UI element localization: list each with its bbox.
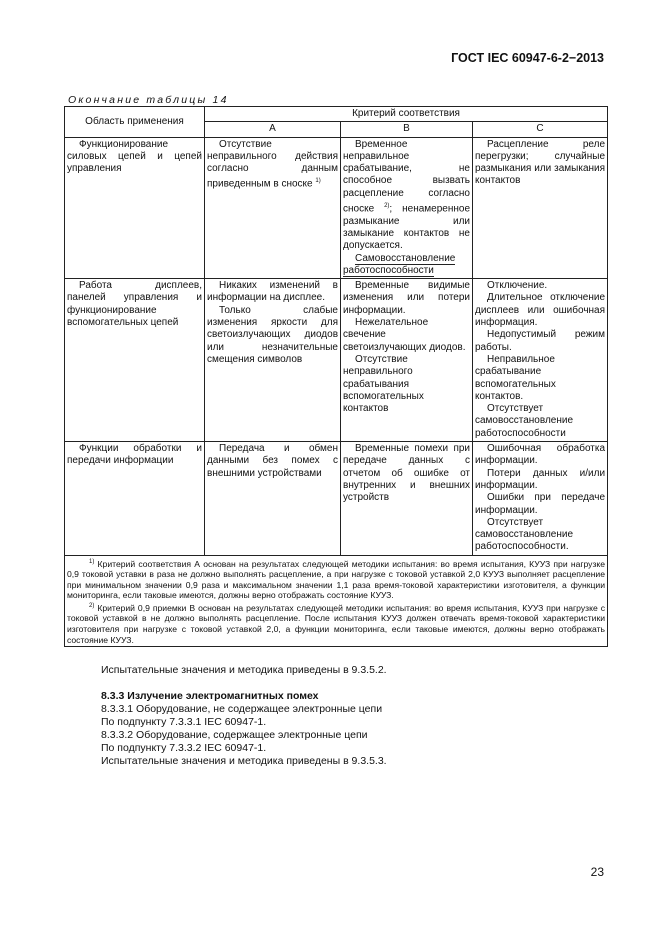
body-text-line: По подпункту 7.3.3.1 IEC 60947-1. xyxy=(101,716,267,728)
cell-b: Временные видимые изменения или потери информации. Нежелательное свечение светоизлучающих диодов. Отсутствие неправильного срабатывания вспомогательных контактов xyxy=(341,279,473,442)
header-b: B xyxy=(341,122,473,137)
cell-area: Функционирование силовых цепей и цепей управления xyxy=(65,137,205,279)
header-c: C xyxy=(473,122,608,137)
footnote-2: $^{2)}$ Критерий 0,9 приемки В основан на результатах следующей методики испытания: во время испытания, КУУЗ при нагрузке с токовой уставкой в не должно выполнять расцепление. После испытания КУУЗ должен отвечать время-токовой характеристики изготовителя при нагрузке с токовой уставкой 2,0, а функции мониторинга, если таковые имеются, должны верно отображать состояние КУУЗ. xyxy=(67,602,606,645)
header-a: A xyxy=(205,122,341,137)
table-header-row xyxy=(65,107,608,122)
body-text-line: Испытательные значения и методика приведены в 9.3.5.2. xyxy=(101,664,387,676)
section-title: 8.3.3 Излучение электромагнитных помех xyxy=(101,690,319,702)
criteria-table xyxy=(64,106,608,647)
table-caption: Окончание таблицы 14 xyxy=(68,94,229,106)
footnote-1: $^{1)}$ Критерий соответствия А основан на результатах следующей методики испытания: во время испытания, КУУЗ при нагрузке 0,9 токовой уставки в раза не должно выполнять расцепление, а при нагрузке с токовой уставкой 2,0 КУУЗ выполняет расцепление при минимальном значении 0,9 раза и максимальном значении 1,1 раза время-токовой характеристики изготовителя, а функции мониторинга, если таковые имеются, должны верно отображать состояние КУУЗ. xyxy=(67,558,606,601)
table-notes xyxy=(65,555,608,646)
header-area: Область применения xyxy=(65,107,205,138)
cell-a: Передача и обмен данными без помех с внешними устройствами xyxy=(205,442,341,556)
page-number: 23 xyxy=(590,865,604,879)
cell-area: Функции обработки и передачи информации xyxy=(65,442,205,556)
body-text-line: 8.3.3.1 Оборудование, не содержащее электронные цепи xyxy=(101,703,383,715)
cell-area: Работа дисплеев, панелей управления и функционирование вспомогательных цепей xyxy=(65,279,205,442)
table-row xyxy=(65,442,608,556)
cell-b: Временные помехи при передаче данных с отчетом об ошибке от внутренних и внешних устройств xyxy=(341,442,473,556)
cell-b: Временное неправильное срабатывание, не способное вызвать расцепление согласно сноске $^{2)}$; ненамеренное размыкание или замыкание контактов не допускается. Самовосстановление работоспособности xyxy=(341,137,473,279)
table-row xyxy=(65,279,608,442)
cell-a: Никаких изменений в информации на дисплее. Только слабые изменения яркости для светоизлучающих диодов или незначительные смещения символов xyxy=(205,279,341,442)
body-text-line: По подпункту 7.3.3.2 IEC 60947-1. xyxy=(101,742,267,754)
body-text-line: 8.3.3.2 Оборудование, содержащее электронные цепи xyxy=(101,729,368,741)
cell-a: Отсутствие неправильного действия согласно данным приведенным в сноске $^{1)}$ xyxy=(205,137,341,279)
table-notes-row xyxy=(65,555,608,646)
header-criteria: Критерий соответствия xyxy=(205,107,608,122)
body-text-line: Испытательные значения и методика приведены в 9.3.5.3. xyxy=(101,755,387,767)
document-header: ГОСТ IEC 60947-6-2−2013 xyxy=(451,51,604,65)
cell-c: Отключение. Длительное отключение дисплеев или ошибочная информация. Недопустимый режим работы. Неправильное срабатывание вспомогательных контактов. Отсутствует самовосстановление работоспособности xyxy=(473,279,608,442)
cell-c: Расцепление реле перегрузки; случайные размыкания или замыкания контактов xyxy=(473,137,608,279)
cell-c: Ошибочная обработка информации. Потери данных и/или информации. Ошибки при передаче информации. Отсутствует самовосстановление работоспособности. xyxy=(473,442,608,556)
table-row xyxy=(65,137,608,279)
